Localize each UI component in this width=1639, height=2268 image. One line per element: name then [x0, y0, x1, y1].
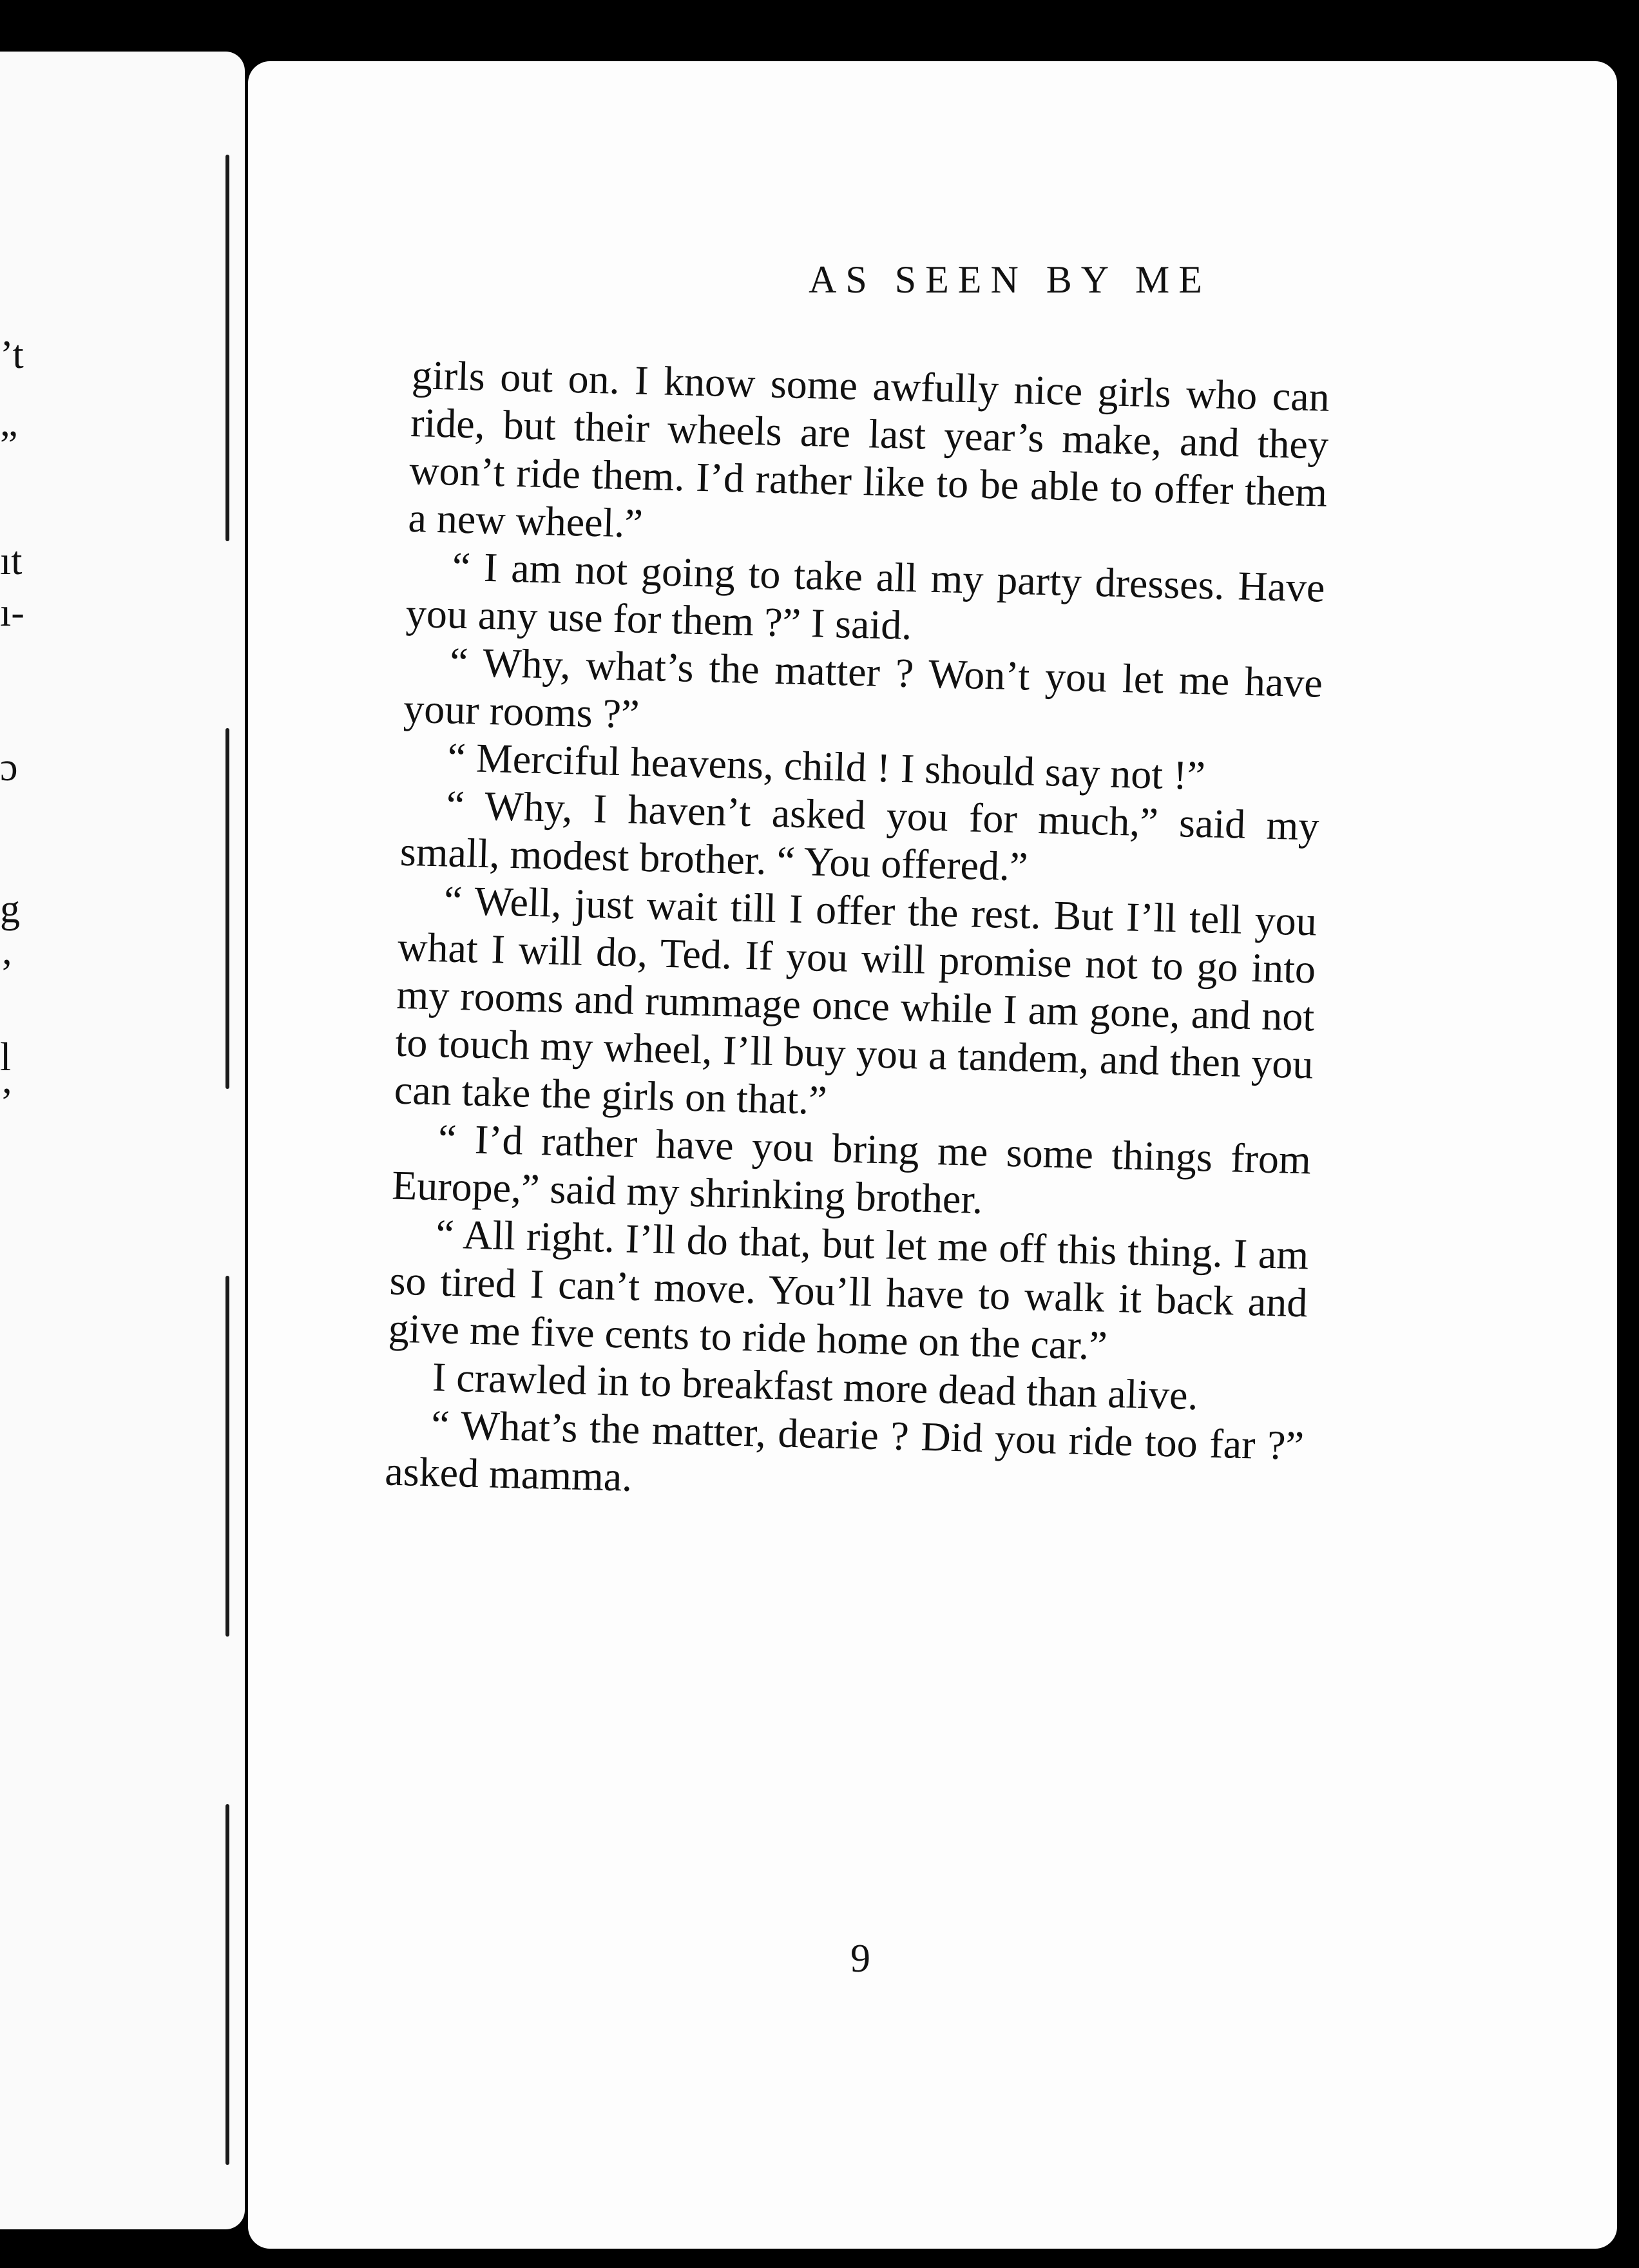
paragraph: “ All right. I’ll do that, but let me off this thing. I am so tired I can’t move. You’ll have to walk it back and give me five cents to ride home on the car.” — [388, 1211, 1310, 1369]
paragraph: “ Merciful heavens, child ! I should say not !” — [446, 734, 1206, 799]
left-page-fragment: ı- — [0, 591, 24, 635]
paragraph: “ I am not going to take all my party dresses. Have you any use for them ?” I said. — [405, 543, 1326, 649]
body-text — [385, 351, 1330, 1517]
gutter-line — [225, 1276, 229, 1637]
left-page-fragment: ’ — [0, 952, 14, 995]
paragraph: “ I’d rather have you bring me some things from Europe,” said my shrinking brother. — [391, 1115, 1312, 1223]
book-page — [248, 61, 1617, 2249]
gutter-line — [225, 1804, 229, 2165]
running-head: AS SEEN BY ME — [809, 258, 1211, 301]
left-page-fragment: g — [0, 887, 20, 931]
left-page-fragment: ’ — [0, 1081, 14, 1124]
paragraph: “ What’s the matter, dearie ? Did you ride too far ?” asked mamma. — [384, 1401, 1305, 1500]
gutter-line — [225, 155, 229, 541]
gutter-line — [225, 728, 229, 1089]
paragraph: I crawled in to breakfast more dead than alive. — [432, 1354, 1199, 1419]
left-page-fragment: ɔ — [0, 745, 18, 789]
paragraph: “ Well, just wait till I offer the rest. But I’ll tell you what I will do, Ted. If you will promise not to go into my rooms and rummage once while I am gone, and not to touch my wheel, I’ll buy you a tandem, and then you can take the girls on that.” — [394, 877, 1318, 1124]
paragraph: girls out on. I know some awfully nice girls who can ride, but their wheels are last year’s make, and they won’t ride them. I’d rather like to be able to offer them a new wheel.” — [407, 351, 1330, 546]
left-page-fragment: ” — [0, 423, 18, 467]
previous-page-edge — [0, 52, 245, 2229]
paragraph: “ Why, I haven’t asked you for much,” said my small, modest brother. “ You offered.” — [399, 782, 1320, 890]
left-page-fragment: ıt — [0, 539, 23, 583]
paragraph: “ Why, what’s the matter ? Won’t you let me have your rooms ?” — [403, 639, 1323, 737]
page-number: 9 — [850, 1937, 870, 1981]
left-page-fragment: ’t — [0, 333, 24, 377]
left-page-fragment: l — [0, 1035, 12, 1079]
